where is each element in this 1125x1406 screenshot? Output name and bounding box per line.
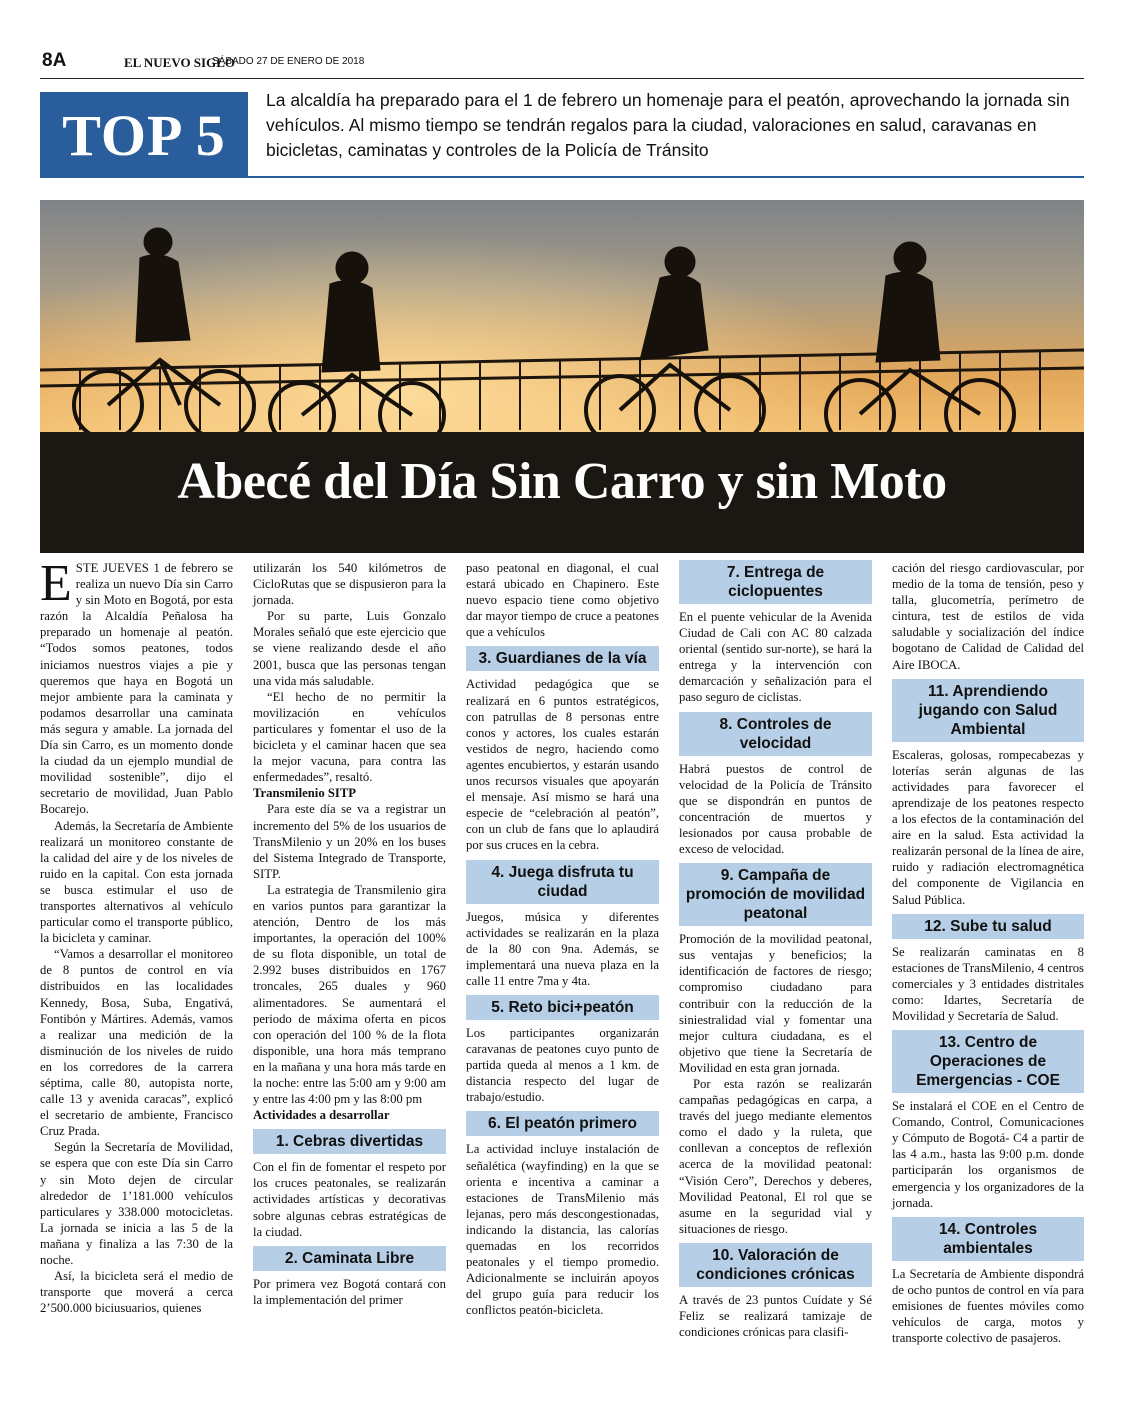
col2-paragraph: Para este día se va a registrar un incremento del 5% de los usuarios de TransMilenio y un 20% en los buses del Sistema Integrado de Transporte, SITP.: [253, 802, 446, 881]
section-text-5: Los participantes organizarán caravanas de peatones cuyo punto de partida queda al menos a 1 km. de distancia respecto del lugar de trabajo/estudio.: [466, 1025, 659, 1105]
column-5: [892, 560, 1084, 1346]
issue-date: SÁBADO 27 DE ENERO DE 2018: [212, 56, 365, 67]
section-text-4: Juegos, música y diferentes actividades se realizarán en la plaza de la 80 con 9na. Además, se implementará una nueva plaza en la calle 11 entre 7ma y 4ta.: [466, 909, 659, 988]
headline: Abecé del Día Sin Carro y sin Moto: [177, 453, 947, 510]
section-text-2-cont: paso peatonal en diagonal, el cual estará ubicado en Chapinero. Este nuevo espacio tiene como objetivo dar mayor tiempo de cruce a peatones que a vehículos: [466, 561, 659, 640]
section-heading-8: 8. Controles de velocidad: [679, 712, 872, 756]
section-text-1: Con el fin de fomentar el respeto por los cruces peatonales, se realizarán actividades artísticas y decorativas sobre algunas cebras estratégicas de la ciudad.: [253, 1160, 446, 1239]
col2-paragraph: Por su parte, Luis Gonzalo Morales señaló que este ejercicio que se viene realizando desde el año 2001, busca que las personas tengan una vida más saludable.: [253, 609, 446, 688]
page-folio: [40, 48, 1084, 79]
drop-cap: E: [40, 555, 72, 612]
top5-label: TOP 5: [62, 103, 226, 168]
col1-paragraph: Además, la Secretaría de Ambiente realizará un monitoreo constante de la calidad del aire y de los niveles de ruido en la capital. Con esta jornada se busca estimular el uso de transportes alternativos al vehículo particular como el transporte público, la bicicleta y caminar.: [40, 818, 233, 946]
col2-paragraph: La estrategia de Transmilenio gira en varios puntos para garantizar la atención, Dentro de los más importantes, la operación del 100% de su flota disponible, un total de 2.992 buses distribuidos en 1767 troncales, 265 duales y 960 alimentadores. Se aumentará el periodo de máxima oferta en picos con operación del 100 % de la flota disponible, una hora más temprano en la mañana y una hora más tarde en la noche: entre las 5:00 am y 9:00 am y entre las 4:00 pm y las 8:00 pm: [253, 882, 446, 1107]
section-heading-5: 5. Reto bici+peatón: [466, 995, 659, 1020]
column-4: [679, 560, 872, 1340]
section-heading-1: 1. Cebras divertidas: [253, 1129, 446, 1154]
subheading-actividades: Actividades a desarrollar: [253, 1108, 390, 1123]
column-2: [253, 560, 446, 1308]
section-text-13: Se instalará el COE en el Centro de Comando, Control, Comunicaciones y Cómputo de Bogotá- C4 a partir de las 4 a.m., hasta las 9:00 p.m. donde participarán los organismos de emergencia y los organizadores de la jornada.: [892, 1099, 1084, 1210]
section-heading-3: 3. Guardianes de la vía: [466, 646, 659, 671]
section-heading-13: 13. Centro de Operaciones de Emergencias - COE: [892, 1030, 1084, 1093]
section-text-7: En el puente vehicular de la Avenida Ciudad de Cali con AC 80 calzada oriental (sentido sur-norte), se hará la entrega y la intervención con demarcación y señalización para el paso seguro de ciclistas.: [679, 610, 872, 705]
section-text-12: Se realizarán caminatas en 8 estaciones de TransMilenio, 4 centros comerciales y 3 entidades distritales como: Idartes, Secretaría de Movilidad y Secretaría de Salud.: [892, 944, 1084, 1023]
section-text-10: A través de 23 puntos Cuídate y Sé Feliz se realizará tamizaje de condiciones crónicas para clasifi-: [679, 1292, 872, 1340]
col2-paragraph: “El hecho de no permitir la movilización en vehículos particulares y fomentar el uso de la bicicleta y el caminar hacen que sea la mejor vacuna, para contra las enfermedades”, resaltó.: [253, 689, 446, 785]
section-heading-6: 6. El peatón primero: [466, 1111, 659, 1136]
column-1: [40, 555, 233, 1316]
section-text-10-cont: cación del riesgo cardiovascular, por medio de la toma de tensión, peso y talla, glucometría, perímetro de cintura, test de estilos de vida saludable y socialización del índice bogotano de Calidad de Calidad del Aire IBOCA.: [892, 561, 1084, 672]
col1-paragraph: “Vamos a desarrollar el monitoreo de 8 puntos de control en vía distribuidos en las localidades Kennedy, Bosa, Suba, Engativá, Fontibón y Mártires. Además, vamos a realizar una medición de la disminución de los niveles de ruido en los corredores de la carrera séptima, calle 80, autopista norte, calle 13 y avenida caracas”, explicó el secretario de ambiente, Francisco Cruz Prada.: [40, 947, 233, 1139]
section-text-3: Actividad pedagógica que se realizará en 6 puntos estratégicos, con patrullas de 8 personas entre conos y actores, los cuales estarán vestidos de negro, haciendo como agentes encubiertos, y estarán usando unos recursos visuales que apoyarán el mensaje. Así mismo se hará una especie de “celebración al peatón”, con un club de fans que lo aplaudirá por sus cruces en la cebra.: [466, 677, 659, 853]
section-text-9b: Por esta razón se realizarán campañas pedagógicas en carpa, a través del juego mediante elementos como el dado y la ruleta, que conllevan a conceptos de reflexión acerca de la movilidad peatonal: “Visión Cero”, Derechos y deberes, Movilidad Peatonal, El rol que se asume en la seguridad vial y situaciones de riesgo.: [679, 1076, 872, 1236]
intro-summary: La alcaldía ha preparado para el 1 de febrero un homenaje para el peatón, aprovechando la jornada sin vehículos. Al mismo tiempo se tendrán regalos para la ciudad, valoraciones en salud, caravanas en bicicletas, caminatas y controles de la Policía de Tránsito: [266, 90, 1070, 160]
section-heading-12: 12. Sube tu salud: [892, 914, 1084, 939]
col2-paragraph: utilizarán los 540 kilómetros de CicloRutas que se dispusieron para la jornada.: [253, 561, 446, 608]
col1-paragraph: STE JUEVES 1 de febrero se realiza un nuevo Día sin Carro y sin Moto en Bogotá, por esta razón la Alcaldía Peñalosa ha preparado un homenaje al peatón. “Todos somos peatones, todos iniciamos nuestros viajes a pie y queremos que haya en Bogotá un mejor ambiente para la caminata y podamos desarrollar una caminata más segura y amable. La jornada del Día sin Carro, es un momento donde la ciudad da un ejemplo mundial de movilidad sostenible”, dijo el secretario de movilidad, Juan Pablo Bocarejo.: [40, 561, 233, 817]
col1-paragraph: Según la Secretaría de Movilidad, se espera que con este Día sin Carro y sin Moto dejen de circular alrededor de 1’181.000 vehículos particulares y 338.000 motocicletas. La jornada se inicia a las 5 de la mañana y finaliza a las 7:30 de la noche.: [40, 1140, 233, 1268]
page-number: 8A: [42, 50, 67, 71]
newspaper-name: EL NUEVO SIGLO: [124, 55, 235, 70]
section-text-8: Habrá puestos de control de velocidad de la Policía de Tránsito que se dispondrán en puntos de concentración de muertos y lesionados por causa probable de exceso de velocidad.: [679, 761, 872, 857]
subheading-transmilenio: Transmilenio SITP: [253, 786, 357, 801]
section-heading-9: 9. Campaña de promoción de movilidad peatonal: [679, 863, 872, 926]
section-heading-10: 10. Valoración de condiciones crónicas: [679, 1243, 872, 1287]
section-heading-14: 14. Controles ambientales: [892, 1217, 1084, 1261]
section-text-14: La Secretaría de Ambiente dispondrá de ocho puntos de control en vía para emisiones de fuentes móviles como vehículos de carga, motos y transporte colectivo de pasajeros.: [892, 1266, 1084, 1346]
section-text-11: Escaleras, golosas, rompecabezas y loterías serán algunas de las actividades para favorecer el aprendizaje de los peatones respecto a los efectos de la contaminación del aire en la salud. Esta actividad la realizarán personal de la línea de aire, ruido y radiación electromagnética del componente de Vigilancia en Salud Pública.: [892, 747, 1084, 907]
header-rule: [40, 176, 1084, 178]
column-3: [466, 560, 659, 1318]
section-heading-2: 2. Caminata Libre: [253, 1246, 446, 1271]
section-heading-11: 11. Aprendiendo jugando con Salud Ambiental: [892, 679, 1084, 742]
section-heading-7: 7. Entrega de ciclopuentes: [679, 560, 872, 604]
top5-badge: [40, 92, 248, 176]
section-text-6: La actividad incluye instalación de señalética (wayfinding) en la que se orienta e incentiva a caminar a estaciones de TransMilenio más lejanas, pero más descongestionadas, indicando la distancia, las calorías quemadas en los recorridos peatonales y el tiempo promedio. Adicionalmente se incluirán apoyos del grupo guía para reducir los conflictos peatón-bicicleta.: [466, 1142, 659, 1318]
col1-paragraph: Así, la bicicleta será el medio de transporte que moverá a cerca 2’500.000 biciusuarios, quienes: [40, 1269, 233, 1316]
section-text-2: Por primera vez Bogotá contará con la implementación del primer: [253, 1276, 446, 1307]
section-text-9: Promoción de la movilidad peatonal, sus ventajas y beneficios; la identificación de factores de riesgo; compromiso ciudadano para contribuir con la reducción de la siniestralidad vial y fomentar una mejor cultura ciudadana, es el objetivo que tiene la Secretaría de Movilidad en esta gran jornada.: [679, 932, 872, 1075]
section-heading-4: 4. Juega disfruta tu ciudad: [466, 860, 659, 904]
